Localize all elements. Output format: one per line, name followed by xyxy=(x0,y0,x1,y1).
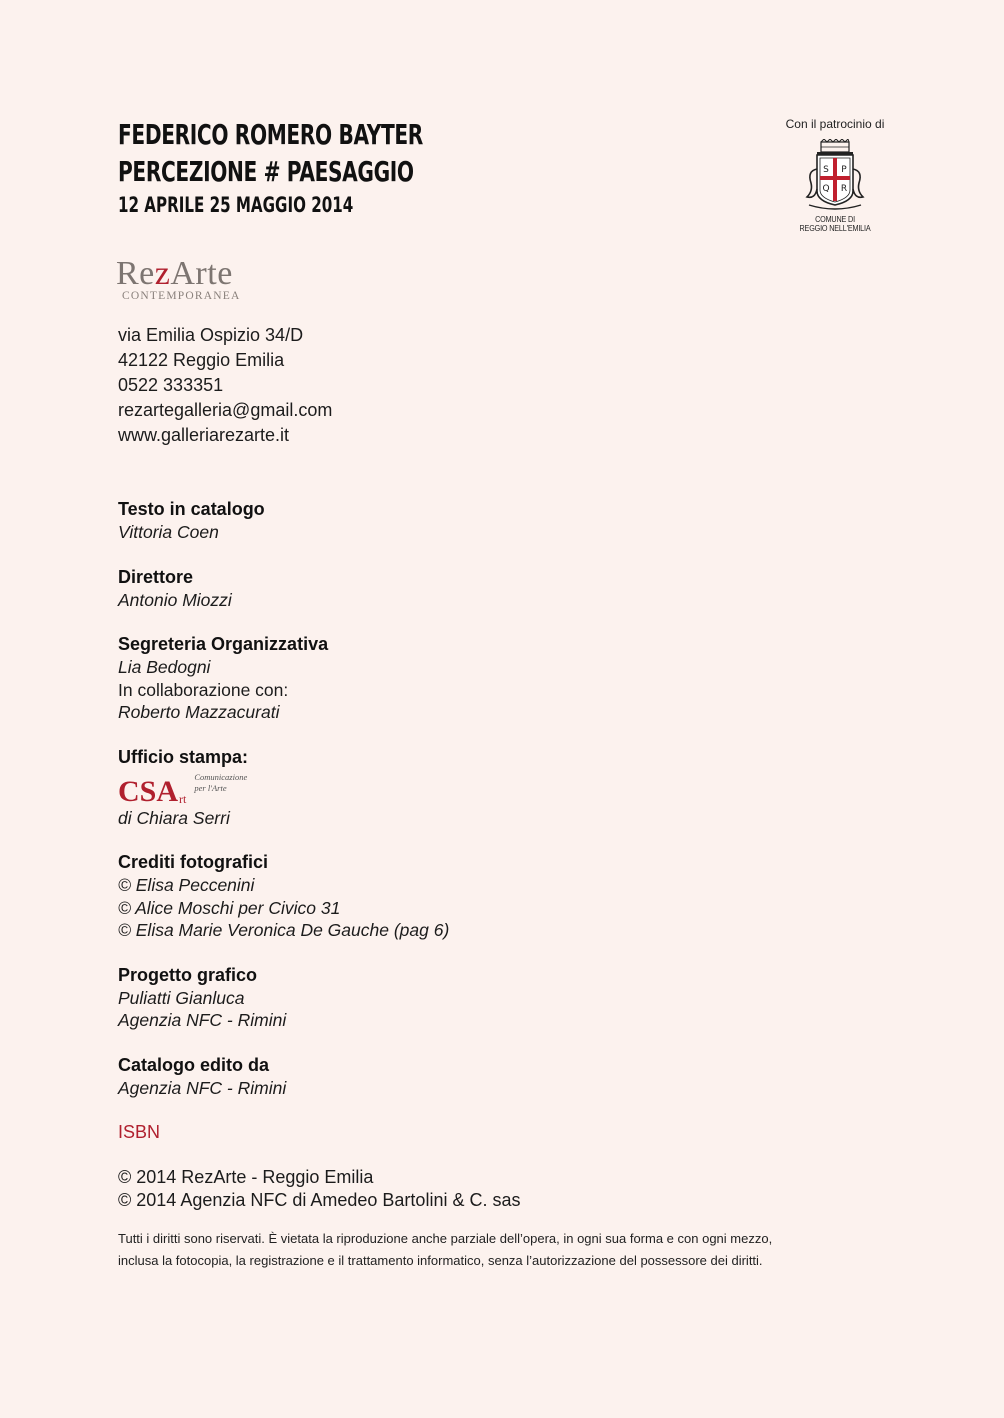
gallery-phone: 0522 333351 xyxy=(118,375,224,395)
comune-line-1: COMUNE DI xyxy=(815,214,855,224)
title-block xyxy=(118,116,542,220)
grafico-heading: Progetto grafico xyxy=(118,964,258,985)
gallery-city: 42122 Reggio Emilia xyxy=(118,350,285,370)
direttore-heading: Direttore xyxy=(118,566,194,587)
exhibition-title: PERCEZIONE # PAESAGGIO xyxy=(118,155,414,188)
direttore-name: Antonio Miozzi xyxy=(118,589,232,610)
ufficio-name: di Chiara Serri xyxy=(118,807,230,828)
grafico-name: Puliatti Gianluca xyxy=(118,987,245,1008)
crest-letter-r: R xyxy=(840,184,848,194)
isbn-label: ISBN xyxy=(118,1122,161,1142)
reggio-emilia-crest-icon xyxy=(803,139,867,215)
grafico-agency: Agenzia NFC - Rimini xyxy=(118,1010,287,1030)
crest-letter-s: S xyxy=(823,165,829,175)
csart-logo-small: rt xyxy=(179,791,187,806)
foto-credit-1: © Elisa Peccenini xyxy=(118,875,255,895)
segreteria-heading: Segreteria Organizzativa xyxy=(118,634,329,654)
gallery-website[interactable]: www.galleriarezarte.it xyxy=(118,425,290,445)
gallery-email[interactable]: rezartegalleria@gmail.com xyxy=(118,400,333,420)
exhibition-dates: 12 APRILE 25 MAGGIO 2014 xyxy=(118,193,354,217)
foto-heading: Crediti fotografici xyxy=(118,852,269,872)
testo-name: Vittoria Coen xyxy=(118,522,219,542)
artist-name: FEDERICO ROMERO BAYTER xyxy=(118,118,423,151)
crest-letter-q: Q xyxy=(822,184,830,194)
patronage xyxy=(760,117,910,233)
rights-line-2: inclusa la fotocopia, la registrazione e il trattamento informatico, senza l’autorizzazione del possessore dei diritti. xyxy=(118,1253,763,1268)
gallery-contact xyxy=(118,323,332,448)
copyright-line-1: © 2014 RezArte - Reggio Emilia xyxy=(118,1167,374,1187)
collaborazione-name: Roberto Mazzacurati xyxy=(118,702,280,722)
credits xyxy=(118,498,898,1272)
catalogo-heading: Catalogo edito da xyxy=(118,1054,270,1075)
foto-credit-2: © Alice Moschi per Civico 31 xyxy=(118,897,341,918)
csart-logo xyxy=(118,771,898,807)
csart-logo-tagline xyxy=(194,772,247,794)
rezarte-logo-part3: Arte xyxy=(170,255,233,292)
rezarte-logo-z: z xyxy=(154,255,171,292)
csart-logo-main: CSA xyxy=(118,774,179,808)
csart-tagline-2: per l'Arte xyxy=(194,782,227,793)
copyright-line-2: © 2014 Agenzia NFC di Amedeo Bartolini & C. sas xyxy=(118,1190,521,1210)
patronage-label: Con il patrocinio di xyxy=(785,117,885,131)
csart-tagline-1: Comunicazione xyxy=(194,771,248,782)
catalogo-name: Agenzia NFC - Rimini xyxy=(118,1077,287,1098)
crest-letter-p: P xyxy=(841,165,847,175)
testo-heading: Testo in catalogo xyxy=(118,499,265,519)
gallery-address: via Emilia Ospizio 34/D xyxy=(118,325,304,345)
rights-line-1: Tutti i diritti sono riservati. È vietata la riproduzione anche parziale dell’opera, in ogni sua forma e con ogni mezzo, xyxy=(118,1231,773,1246)
rezarte-logo-sub: CONTEMPORANEA xyxy=(122,290,241,302)
rezarte-logo-wordmark xyxy=(116,256,240,292)
foto-credit-3: © Elisa Marie Veronica De Gauche (pag 6) xyxy=(118,920,450,940)
ufficio-heading: Ufficio stampa: xyxy=(118,746,249,767)
comune-line-2: REGGIO NELL'EMILIA xyxy=(799,223,871,233)
rezarte-logo-part1: Re xyxy=(116,255,155,292)
rezarte-logo xyxy=(116,256,240,302)
segreteria-name: Lia Bedogni xyxy=(118,657,211,677)
collaborazione-label: In collaborazione con: xyxy=(118,679,289,700)
